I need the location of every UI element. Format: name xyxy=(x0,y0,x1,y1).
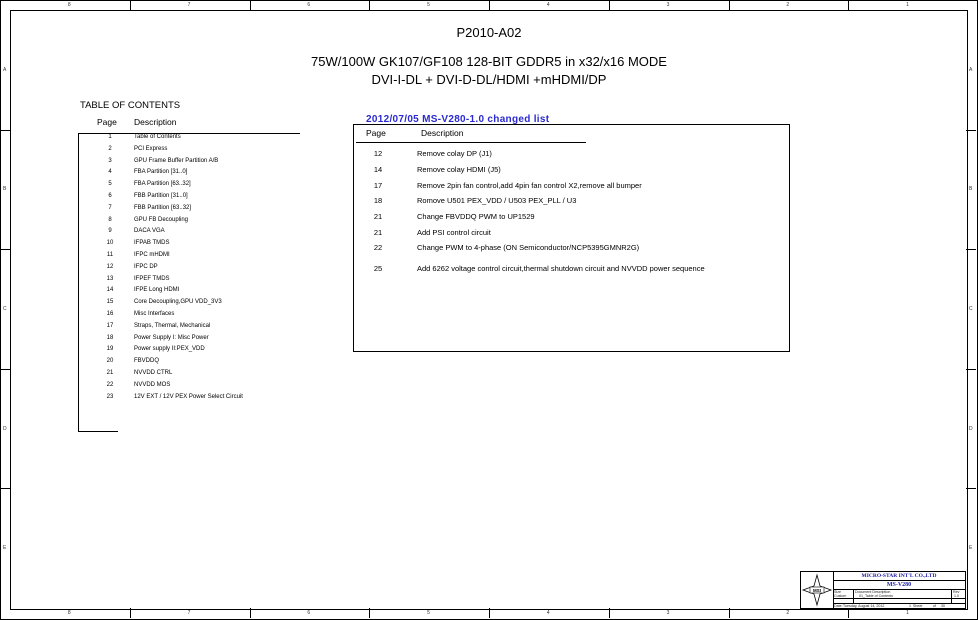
zone-tick xyxy=(369,608,370,618)
toc-row-page: 2 xyxy=(108,145,112,152)
toc-row-description: Straps, Thermal, Mechanical xyxy=(134,322,211,329)
zone-column-label: 8 xyxy=(67,610,71,616)
zone-tick xyxy=(966,130,976,131)
zone-column-label: 4 xyxy=(546,2,550,8)
toc-heading: TABLE OF CONTENTS xyxy=(80,100,181,111)
zone-tick xyxy=(250,0,251,10)
zone-row-label: D xyxy=(3,425,7,432)
toc-row-page: 12 xyxy=(106,263,114,270)
changed-row-page: 21 xyxy=(373,212,383,221)
zone-column-label: 5 xyxy=(427,2,430,8)
toc-row-page: 9 xyxy=(108,228,112,235)
changed-row-page: 21 xyxy=(373,228,383,237)
of-label: of xyxy=(933,604,936,608)
zone-column-label: 3 xyxy=(666,610,670,616)
doc-description-value: 01_Table of Contents xyxy=(859,594,893,598)
zone-column-label: 7 xyxy=(187,610,191,616)
toc-page-header: Page xyxy=(97,117,117,127)
changed-row-page: 22 xyxy=(373,243,383,252)
zone-tick xyxy=(966,488,976,489)
changed-row-page: 14 xyxy=(373,165,383,174)
zone-column-label: 8 xyxy=(67,2,71,8)
toc-row-description: IFPC mHDMI xyxy=(134,252,170,258)
zone-ruler-bottom xyxy=(10,608,968,618)
toc-row-description: Misc Interfaces xyxy=(134,311,175,317)
zone-column-label: 4 xyxy=(546,610,550,616)
zone-tick xyxy=(130,608,131,618)
zone-tick xyxy=(729,0,730,10)
toc-row-description: FBA Partition [63..32] xyxy=(134,181,191,188)
toc-row-description: IFPEF TMDS xyxy=(134,275,170,282)
toc-row-page: 21 xyxy=(106,370,114,376)
zone-ruler-left xyxy=(0,10,10,608)
rev-label: Rev xyxy=(953,590,960,594)
toc-row-description: NVVDD CTRL xyxy=(134,370,173,376)
size-value: Custom xyxy=(834,594,847,598)
changed-row-description: Remove colay HDMI (J5) xyxy=(417,165,501,174)
changed-list-header-rule xyxy=(356,142,586,143)
zone-column-label: 1 xyxy=(906,610,909,616)
toc-row-page: 4 xyxy=(108,169,112,176)
toc-row-description: GPU FB Decoupling xyxy=(134,216,189,223)
changed-row-page: 17 xyxy=(373,181,383,190)
toc-row-page: 16 xyxy=(106,311,114,317)
zone-tick xyxy=(369,0,370,10)
changed-row-page: 12 xyxy=(373,149,383,158)
zone-row-label: E xyxy=(3,545,7,552)
zone-tick xyxy=(0,369,10,370)
zone-row-label: B xyxy=(969,186,973,193)
toc-row-page: 6 xyxy=(108,193,112,199)
svg-text:MSI: MSI xyxy=(812,588,822,593)
toc-row-description: PCI Express xyxy=(134,145,168,152)
changed-row-description: Change FBVDDQ PWM to UP1529 xyxy=(417,212,535,221)
zone-column-label: 2 xyxy=(786,610,790,616)
toc-row-page: 10 xyxy=(106,240,114,247)
zone-column-label: 3 xyxy=(666,2,670,8)
toc-row-page: 8 xyxy=(108,216,112,223)
sheet-label: Sheet xyxy=(913,604,923,608)
toc-row-page: 1 xyxy=(108,134,112,140)
toc-row-page: 7 xyxy=(108,204,112,211)
toc-row-page: 14 xyxy=(106,287,114,294)
board-description: 75W/100W GK107/GF108 128-BIT GDDR5 in x32/x16 MODE xyxy=(311,54,667,69)
output-description: DVI-I-DL + DVI-D-DL/HDMI +mHDMI/DP xyxy=(371,72,607,87)
changed-row-description: Add 6262 voltage control circuit,thermal shutdown circuit and NVVDD power sequence xyxy=(417,264,705,273)
zone-tick xyxy=(489,0,490,10)
changed-row-description: Remove colay DP (J1) xyxy=(417,149,492,158)
toc-row-description: Power supply II:PEX_VDD xyxy=(134,346,205,353)
zone-tick xyxy=(609,0,610,10)
toc-left-rule xyxy=(78,133,79,431)
zone-column-label: 2 xyxy=(786,2,790,8)
zone-ruler-top xyxy=(10,0,968,10)
sheet-value: 1 xyxy=(909,604,911,608)
toc-row-page: 11 xyxy=(106,252,114,258)
zone-row-label: C xyxy=(969,306,973,312)
toc-row-page: 23 xyxy=(106,393,114,400)
changed-row-page: 25 xyxy=(373,264,383,273)
toc-row-description: FBA Partition [31..0] xyxy=(134,169,188,176)
toc-row-page: 13 xyxy=(106,275,114,282)
size-label: Size xyxy=(834,590,841,594)
zone-row-label: A xyxy=(969,66,973,73)
toc-row-description: IFPAB TMDS xyxy=(134,240,170,247)
zone-row-label: E xyxy=(969,545,973,552)
zone-tick xyxy=(729,608,730,618)
title-block xyxy=(800,571,966,609)
zone-tick xyxy=(848,0,849,10)
zone-row-label: C xyxy=(3,306,7,312)
toc-row-description: GPU Frame Buffer Partition A/B xyxy=(134,157,219,164)
zone-row-label: B xyxy=(3,186,7,193)
zone-row-label: D xyxy=(969,425,973,432)
date-value: Tuesday, August 14, 2012 xyxy=(843,604,885,608)
toc-description-header: Description xyxy=(134,117,177,127)
zone-tick xyxy=(0,488,10,489)
toc-row-description: NVVDD MOS xyxy=(134,381,171,388)
date-label: Date: xyxy=(834,604,843,608)
changed-row-description: Romove U501 PEX_VDD / U503 PEX_PLL / U3 xyxy=(417,196,577,205)
toc-row-description: FBB Partition [63..32] xyxy=(134,204,192,211)
toc-row-page: 5 xyxy=(108,181,112,188)
toc-bottom-rule xyxy=(78,431,118,432)
toc-row-page: 20 xyxy=(106,358,114,365)
zone-column-label: 6 xyxy=(307,610,311,616)
doc-description-label: Document Description xyxy=(855,590,891,594)
zone-tick xyxy=(966,249,976,250)
zone-tick xyxy=(0,130,10,131)
company-name: MICRO-STAR INT'L CO.,LTD xyxy=(833,572,965,581)
zone-tick xyxy=(966,369,976,370)
toc-row-description: DACA VGA xyxy=(134,228,165,235)
toc-row-page: 22 xyxy=(106,381,114,388)
zone-tick xyxy=(0,249,10,250)
model-name: MS-V280 xyxy=(833,581,965,590)
toc-row-description: 12V EXT / 12V PEX Power Select Circuit xyxy=(134,393,243,400)
zone-tick xyxy=(130,0,131,10)
toc-row-page: 19 xyxy=(106,346,114,353)
project-code: P2010-A02 xyxy=(456,25,522,40)
toc-row-description: Power Supply I: Misc Power xyxy=(134,334,209,341)
zone-tick xyxy=(848,608,849,618)
msi-logo-icon xyxy=(801,572,833,608)
toc-row-description: FBB Partition [31..0] xyxy=(134,193,188,199)
toc-row-page: 15 xyxy=(106,299,114,306)
of-value: 30 xyxy=(941,604,945,608)
changed-list-page-header: Page xyxy=(366,128,386,138)
zone-tick xyxy=(250,608,251,618)
zone-ruler-right xyxy=(966,10,976,608)
company-logo xyxy=(801,572,834,608)
zone-column-label: 5 xyxy=(427,610,430,616)
toc-row-page: 17 xyxy=(106,322,114,329)
changed-row-description: Change PWM to 4-phase (ON Semiconductor/NCP5395GMNR2G) xyxy=(417,243,640,252)
title-block-divider xyxy=(951,589,952,603)
changed-list-description-header: Description xyxy=(421,128,464,138)
toc-row-page: 3 xyxy=(108,157,112,164)
zone-tick xyxy=(609,608,610,618)
changed-row-description: Add PSI control circuit xyxy=(417,228,491,237)
toc-row-description: FBVDDQ xyxy=(134,358,160,365)
toc-row-description: IFPE Long HDMI xyxy=(134,287,180,294)
zone-row-label: A xyxy=(3,66,7,73)
zone-tick xyxy=(489,608,490,618)
title-block-divider xyxy=(853,589,854,603)
changed-list-title: 2012/07/05 MS-V280-1.0 changed list xyxy=(366,114,550,125)
changed-list-box xyxy=(353,124,790,352)
zone-column-label: 6 xyxy=(307,2,311,8)
rev-value: 1.0 xyxy=(954,594,959,598)
changed-row-description: Remove 2pin fan control,add 4pin fan control X2,remove all bumper xyxy=(417,181,642,190)
toc-row-page: 18 xyxy=(106,334,114,341)
toc-row-description: IFPC DP xyxy=(134,263,158,270)
zone-column-label: 1 xyxy=(906,2,909,8)
toc-row-description: Core Decoupling,GPU VDD_3V3 xyxy=(134,299,222,306)
toc-row-description: Table of Contents xyxy=(134,134,181,140)
zone-column-label: 7 xyxy=(187,2,191,8)
changed-row-page: 18 xyxy=(373,196,383,205)
